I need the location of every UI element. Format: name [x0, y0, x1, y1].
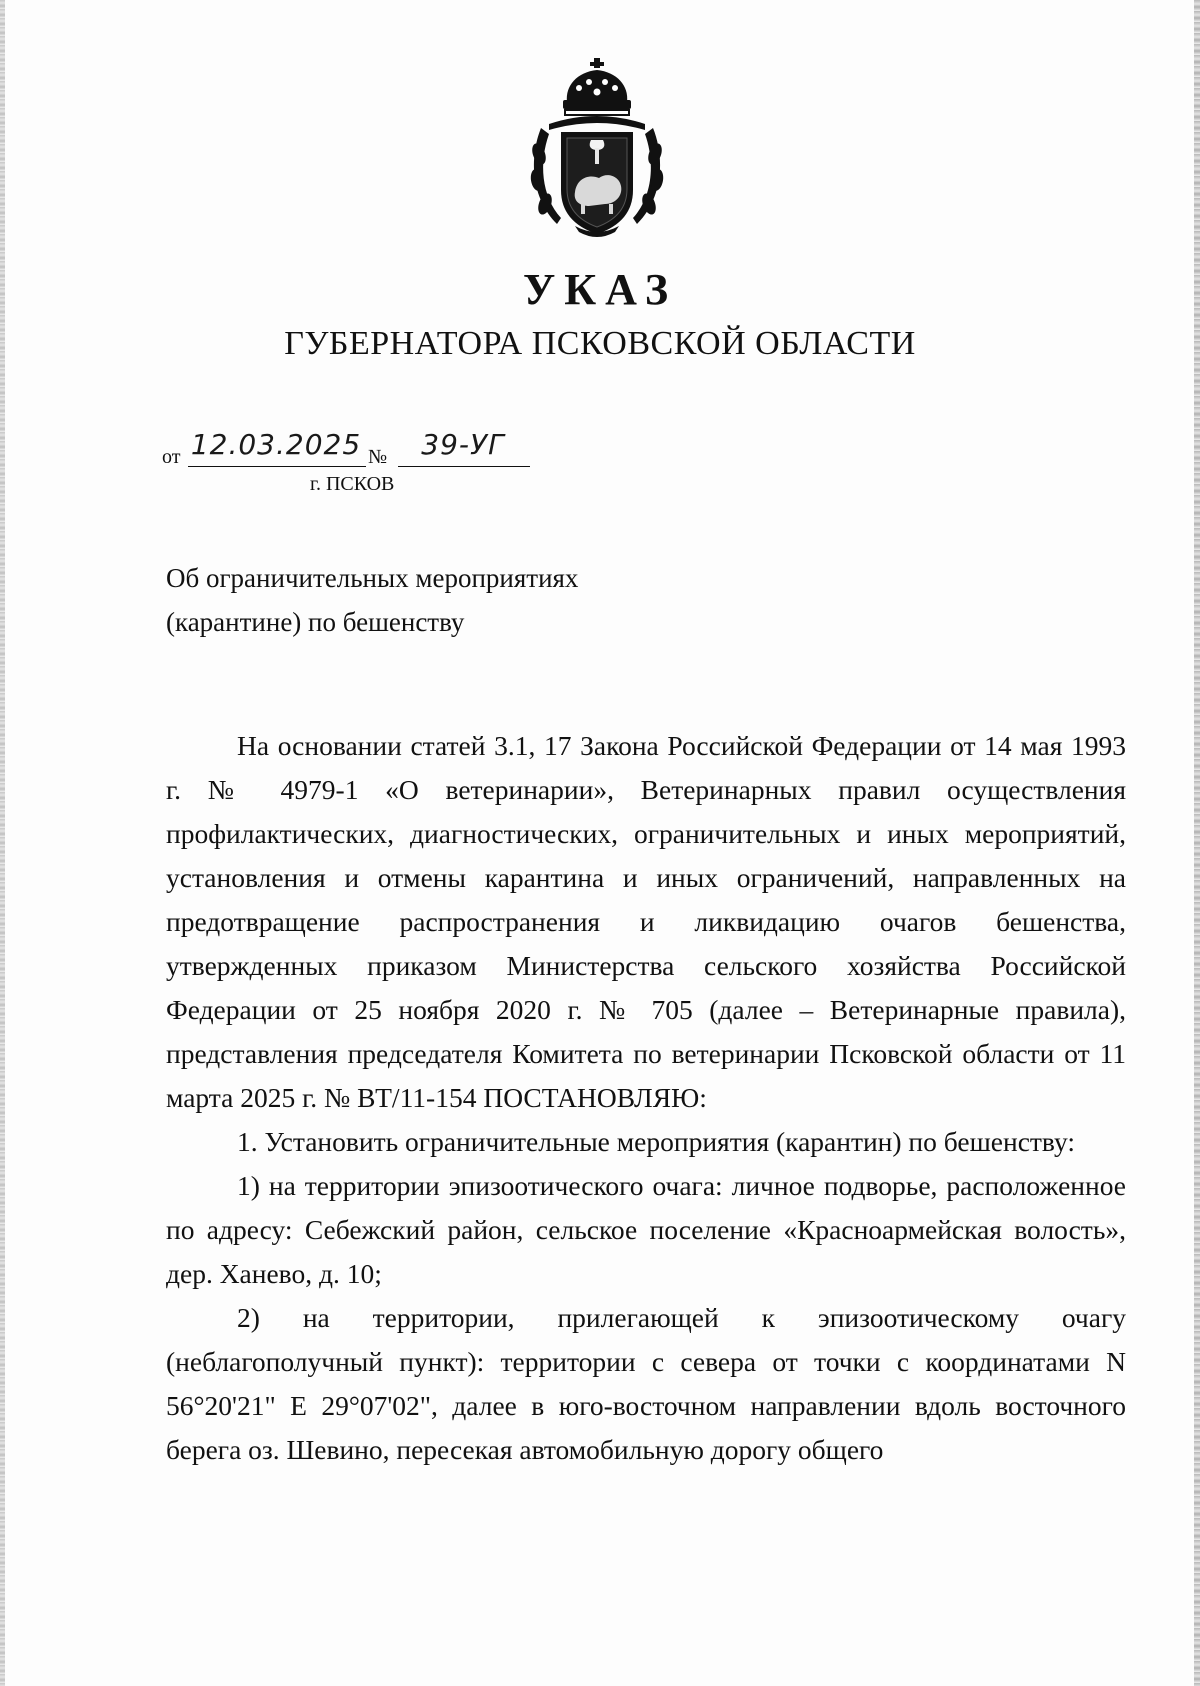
document-body: [166, 724, 1126, 1472]
item-1-2-paragraph: 2) на территории, прилегающей к эпизоотическому очагу (неблагополучный пункт): территории с севера от точки с координатами N 56°20'21" E 29°07'02", далее в юго-восточном направлении вдоль восточного берега оз. Шевино, пересекая автомобильную дорогу общего: [166, 1302, 1126, 1465]
item-1-1-paragraph: 1) на территории эпизоотического очага: личное подворье, расположенное по адресу: Себежский район, сельское поселение «Красноармейская волость», дер. Ханево, д. 10;: [166, 1170, 1126, 1289]
handwritten-date: 12.03.2025: [190, 428, 362, 461]
document-type-title: УКАЗ: [522, 265, 678, 314]
date-underline: [188, 466, 366, 467]
document-subject: [166, 556, 766, 644]
subject-line-1: Об ограничительных мероприятиях: [166, 563, 579, 593]
date-label: от: [162, 446, 181, 468]
handwritten-number: 39-УГ: [421, 428, 505, 461]
number-underline: [398, 466, 530, 467]
subject-line-2: (карантине) по бешенству: [166, 607, 465, 637]
item-1-paragraph: 1. Установить ограничительные мероприятия (карантин) по бешенству:: [237, 1126, 1075, 1157]
scan-edge-left: [0, 0, 5, 1686]
scan-edge-right: [1194, 0, 1200, 1686]
number-label: №: [368, 446, 388, 468]
preamble-paragraph: На основании статей 3.1, 17 Закона Российской Федерации от 14 мая 1993 г. № 4979-1 «О ветеринарии», Ветеринарных правил осуществления профилактических, диагностических, ограничительных и иных мероприятий, установления и отмены карантина и иных ограничений, направленных на предотвращение распространения и ликвидацию очагов бешенства, утвержденных приказом Министерства сельского хозяйства Российской Федерации от 25 ноября 2020 г. № 705 (далее – Ветеринарные правила), представления председателя Комитета по ветеринарии Псковской области от 11 марта 2025 г. № ВТ/11-154 ПОСТАНОВЛЯЮ:: [166, 730, 1126, 1113]
city-name: г. ПСКОВ: [310, 473, 395, 495]
document-issuer: ГУБЕРНАТОРА ПСКОВСКОЙ ОБЛАСТИ: [284, 325, 916, 362]
coat-of-arms-icon: [527, 58, 667, 238]
